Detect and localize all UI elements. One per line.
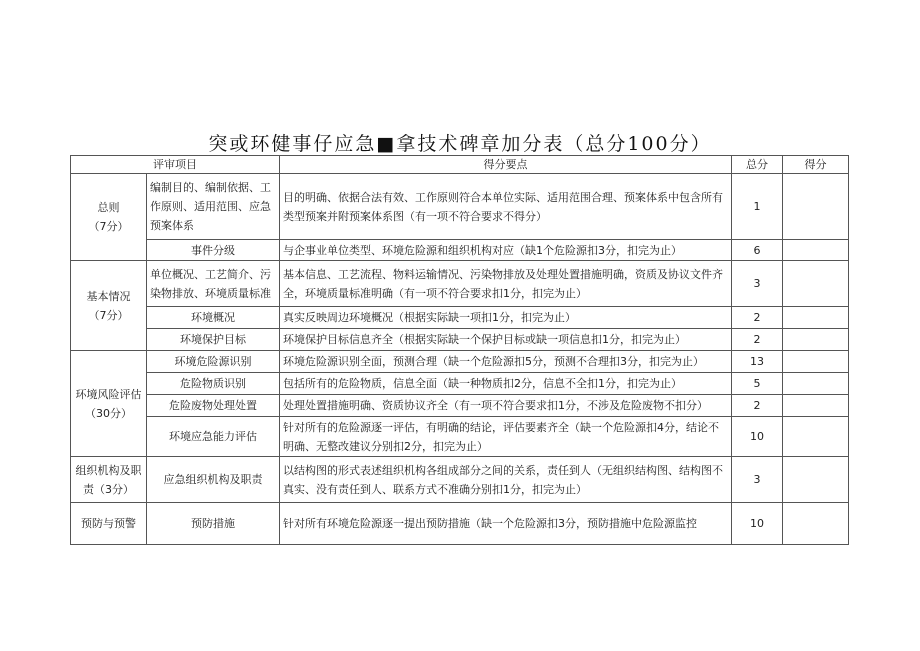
points-cell: 包括所有的危险物质，信息全面（缺一种物质扣2分，信息不全扣1分，扣完为止）	[280, 373, 732, 395]
header-total: 总分	[732, 156, 783, 174]
points-cell: 以结构图的形式表述组织机构各组成部分之间的关系，责任到人（无组织结构图、结构图不真实、没有责任到人、联系方式不准确分别扣1分，扣完为止）	[280, 457, 732, 503]
score-cell	[783, 457, 849, 503]
sub-item-cell: 环境应急能力评估	[147, 417, 280, 457]
total-cell: 2	[732, 395, 783, 417]
score-cell	[783, 174, 849, 240]
category-cell	[71, 261, 147, 351]
header-points: 得分要点	[280, 156, 732, 174]
header-item: 评审项目	[71, 156, 280, 174]
total-cell: 10	[732, 417, 783, 457]
points-cell: 针对所有的危险源逐一评估，有明确的结论，评估要素齐全（缺一个危险源扣4分，结论不明确、无整改建议分别扣2分，扣完为止）	[280, 417, 732, 457]
total-cell: 2	[732, 329, 783, 351]
sub-item-cell: 编制目的、编制依据、工作原则、适用范围、应急预案体系	[147, 174, 280, 240]
total-cell: 3	[732, 261, 783, 307]
page-title: 突或环健事仔应急■拿技术碑章加分表（总分100分）	[208, 133, 712, 155]
table-row	[71, 457, 849, 503]
category-cell	[71, 351, 147, 457]
sub-item-cell: 危险废物处理处置	[147, 395, 280, 417]
table-row	[71, 174, 849, 240]
category-label: 环境风险评估	[75, 387, 142, 401]
score-cell	[783, 503, 849, 545]
points-cell: 处理处置措施明确、资质协议齐全（有一项不符合要求扣1分，不涉及危险废物不扣分）	[280, 395, 732, 417]
total-cell: 6	[732, 240, 783, 261]
total-cell: 3	[732, 457, 783, 503]
category-label: 总则	[97, 201, 120, 214]
score-cell	[783, 240, 849, 261]
table-row	[71, 240, 849, 261]
points-cell: 目的明确、依据合法有效、工作原则符合本单位实际、适用范围合理、预案体系中包含所有类型预案并附预案体系图（有一项不符合要求不得分）	[280, 174, 732, 240]
sub-item-cell: 事件分级	[147, 240, 280, 261]
table-row	[71, 329, 849, 351]
score-table	[70, 155, 849, 545]
score-cell	[783, 417, 849, 457]
table-row	[71, 261, 849, 307]
sub-item-cell: 危险物质识别	[147, 373, 280, 395]
table-header-row	[71, 156, 849, 174]
total-cell: 13	[732, 351, 783, 373]
score-cell	[783, 373, 849, 395]
sub-item-cell: 环境保护目标	[147, 329, 280, 351]
score-cell	[783, 351, 849, 373]
total-cell: 5	[732, 373, 783, 395]
table-row	[71, 395, 849, 417]
category-score: （7分）	[88, 220, 129, 233]
points-cell: 真实反映周边环境概况（根据实际缺一项扣1分，扣完为止）	[280, 307, 732, 329]
table-row	[71, 373, 849, 395]
points-cell: 环境危险源识别全面，预测合理（缺一个危险源扣5分，预测不合理扣3分，扣完为止）	[280, 351, 732, 373]
table-row	[71, 307, 849, 329]
score-cell	[783, 329, 849, 351]
category-cell: 预防与预警	[71, 503, 147, 545]
category-label: 基本情况	[86, 289, 131, 303]
total-cell: 2	[732, 307, 783, 329]
points-cell: 环境保护目标信息齐全（根据实际缺一个保护目标或缺一项信息扣1分，扣完为止）	[280, 329, 732, 351]
score-cell	[783, 395, 849, 417]
points-cell: 与企事业单位类型、环境危险源和组织机构对应（缺1个危险源扣3分，扣完为止）	[280, 240, 732, 261]
header-score: 得分	[783, 156, 849, 174]
total-cell: 1	[732, 174, 783, 240]
table-row	[71, 417, 849, 457]
sub-item-cell: 环境概况	[147, 307, 280, 329]
category-score: （30分）	[85, 406, 132, 420]
score-cell	[783, 261, 849, 307]
score-cell	[783, 307, 849, 329]
total-cell: 10	[732, 503, 783, 545]
category-score: （7分）	[88, 308, 129, 322]
sub-item-cell: 应急组织机构及职责	[147, 457, 280, 503]
sub-item-cell: 预防措施	[147, 503, 280, 545]
table-row	[71, 503, 849, 545]
sub-item-cell: 环境危险源识别	[147, 351, 280, 373]
category-cell: 组织机构及职责（3分）	[71, 457, 147, 503]
table-row	[71, 351, 849, 373]
points-cell: 针对所有环境危险源逐一提出预防措施（缺一个危险源扣3分，预防措施中危险源监控	[280, 503, 732, 545]
sub-item-cell: 单位概况、工艺简介、污染物排放、环境质量标准	[147, 261, 280, 307]
points-cell: 基本信息、工艺流程、物料运输情况、污染物排放及处理处置措施明确，资质及协议文件齐全，环境质量标准明确（有一项不符合要求扣1分，扣完为止）	[280, 261, 732, 307]
category-cell	[71, 174, 147, 261]
